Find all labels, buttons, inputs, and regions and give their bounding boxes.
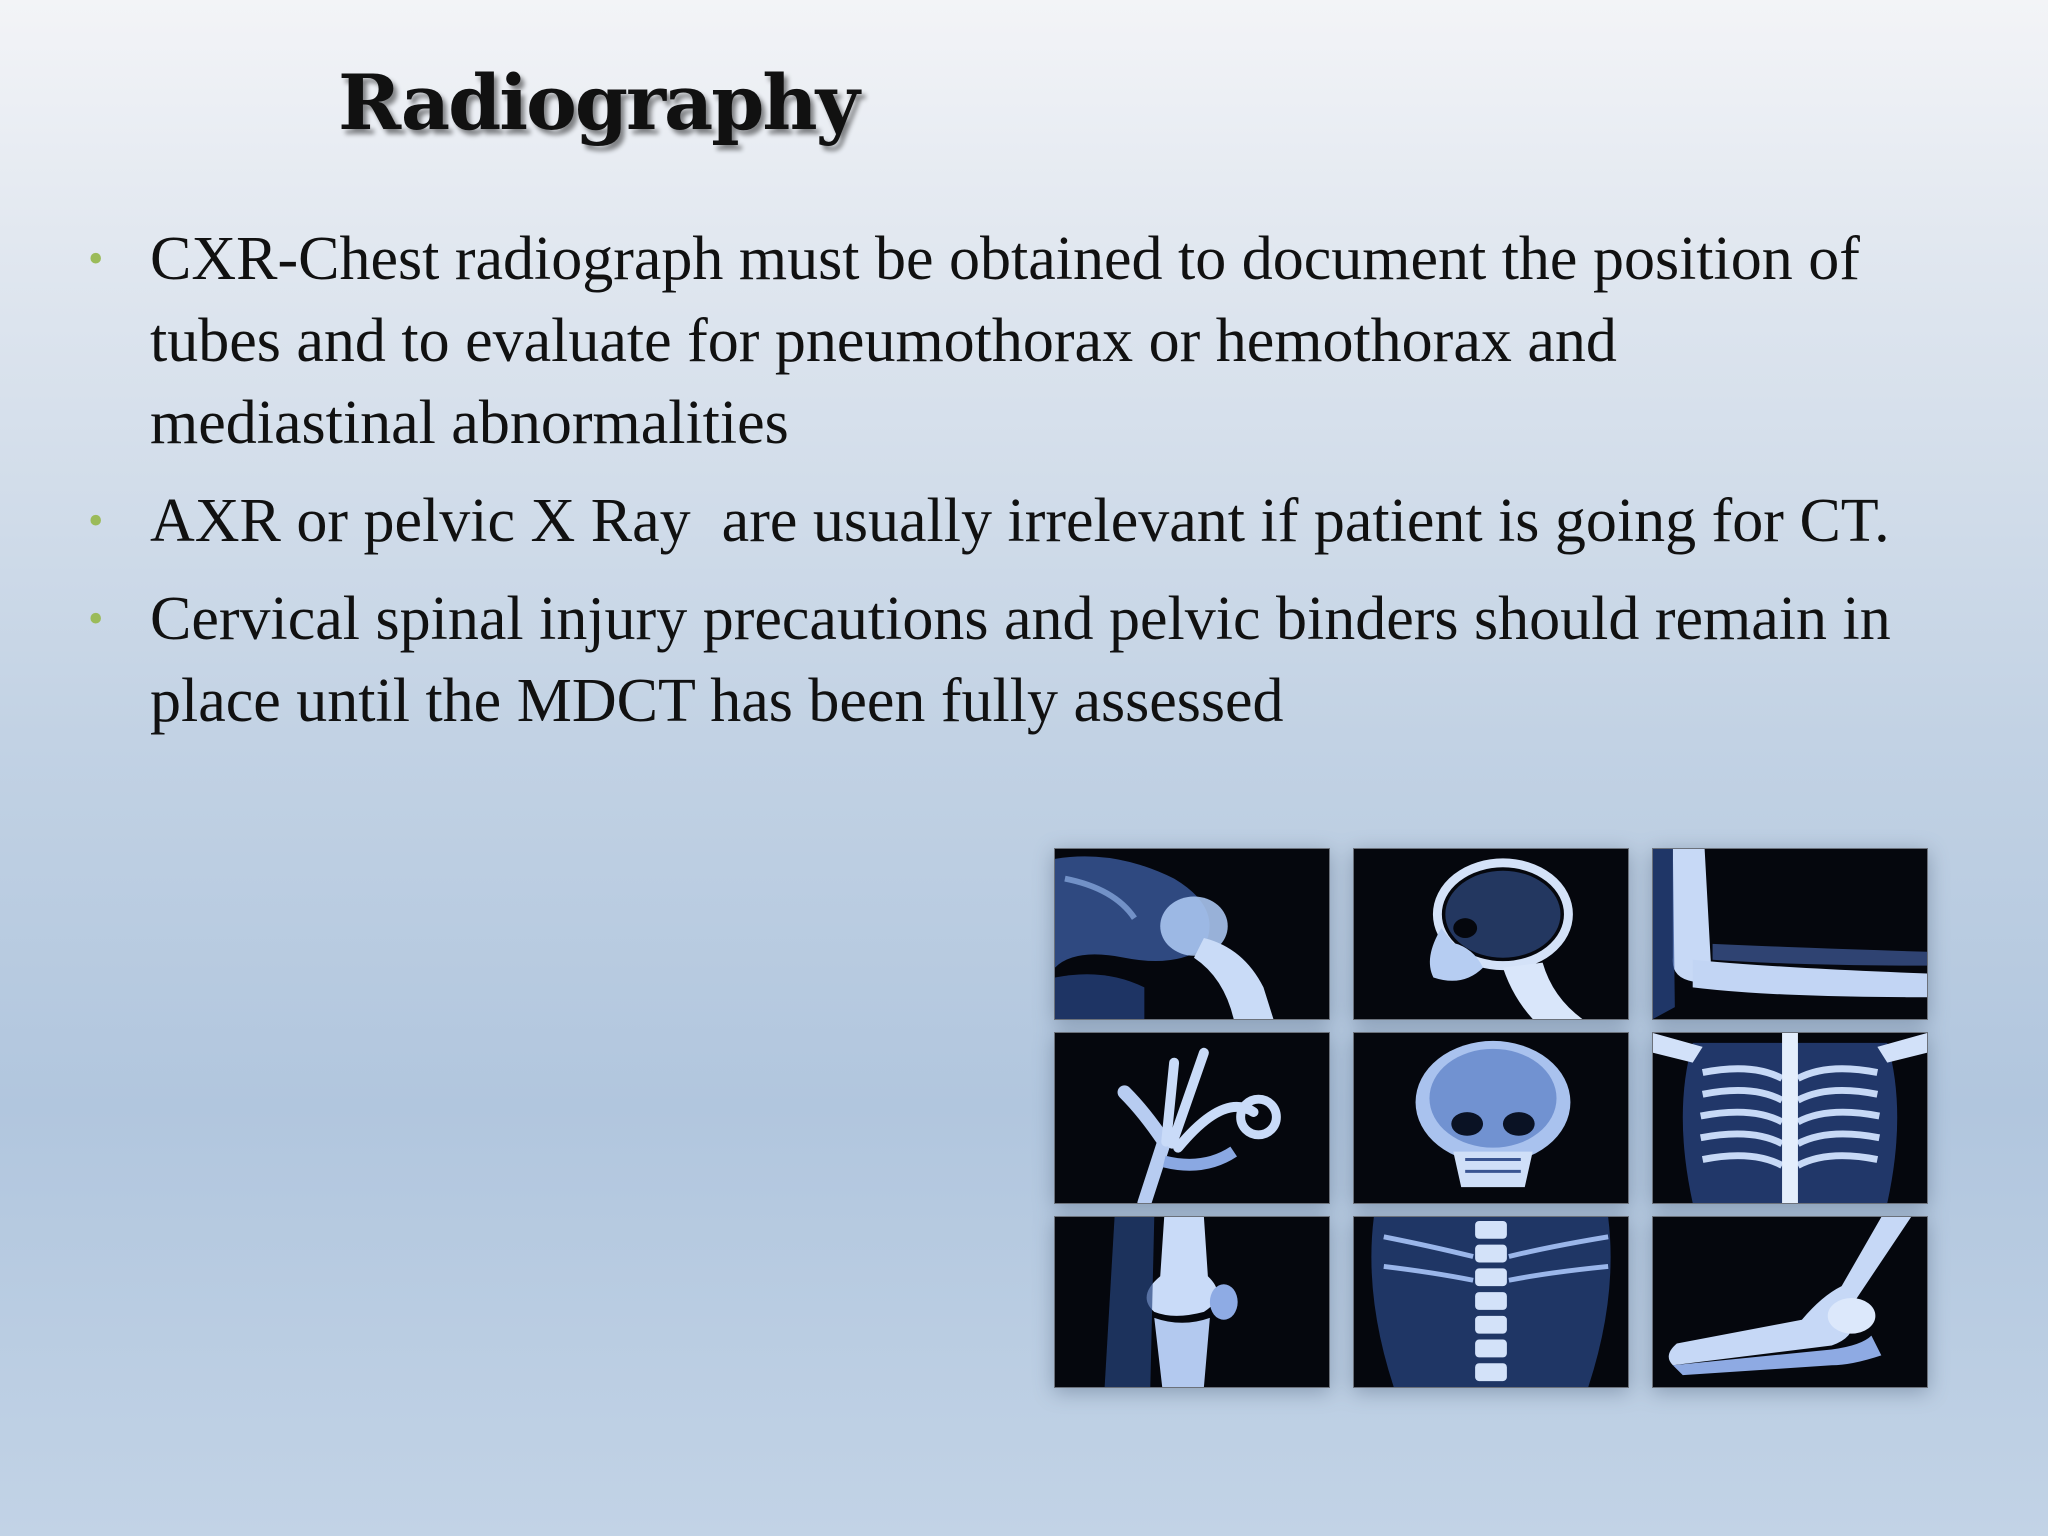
bullet-text: AXR or pelvic X Ray are usually irrelevant if patient is going for CT. (150, 487, 1890, 555)
xray-collage (1054, 848, 1928, 1388)
chest-xray-icon (1652, 1032, 1928, 1204)
bullet-text: CXR-Chest radiograph must be obtained to document the position of tubes and to evaluate for pneumothorax or hemothorax and mediastinal abnormalities (150, 225, 1860, 457)
hand-xray-icon (1054, 1032, 1330, 1204)
foot-xray-icon (1652, 1216, 1928, 1388)
bullet-dot-icon: • (88, 496, 104, 545)
bullet-list (88, 218, 1908, 758)
slide-title: Radiography (338, 58, 858, 147)
bullet-text: Cervical spinal injury precautions and pelvic binders should remain in place until the MDCT has been fully assessed (150, 585, 1891, 735)
skull-front-xray-icon (1353, 1032, 1629, 1204)
bullet-dot-icon: • (88, 594, 104, 643)
hip-joint-xray-icon (1054, 848, 1330, 1020)
bullet-item (88, 480, 1908, 562)
bullet-dot-icon: • (88, 234, 104, 283)
knee-xray-icon (1054, 1216, 1330, 1388)
spine-xray-icon (1353, 1216, 1629, 1388)
bullet-item (88, 218, 1908, 464)
bullet-item (88, 578, 1908, 742)
skull-side-xray-icon (1353, 848, 1629, 1020)
elbow-xray-icon (1652, 848, 1928, 1020)
